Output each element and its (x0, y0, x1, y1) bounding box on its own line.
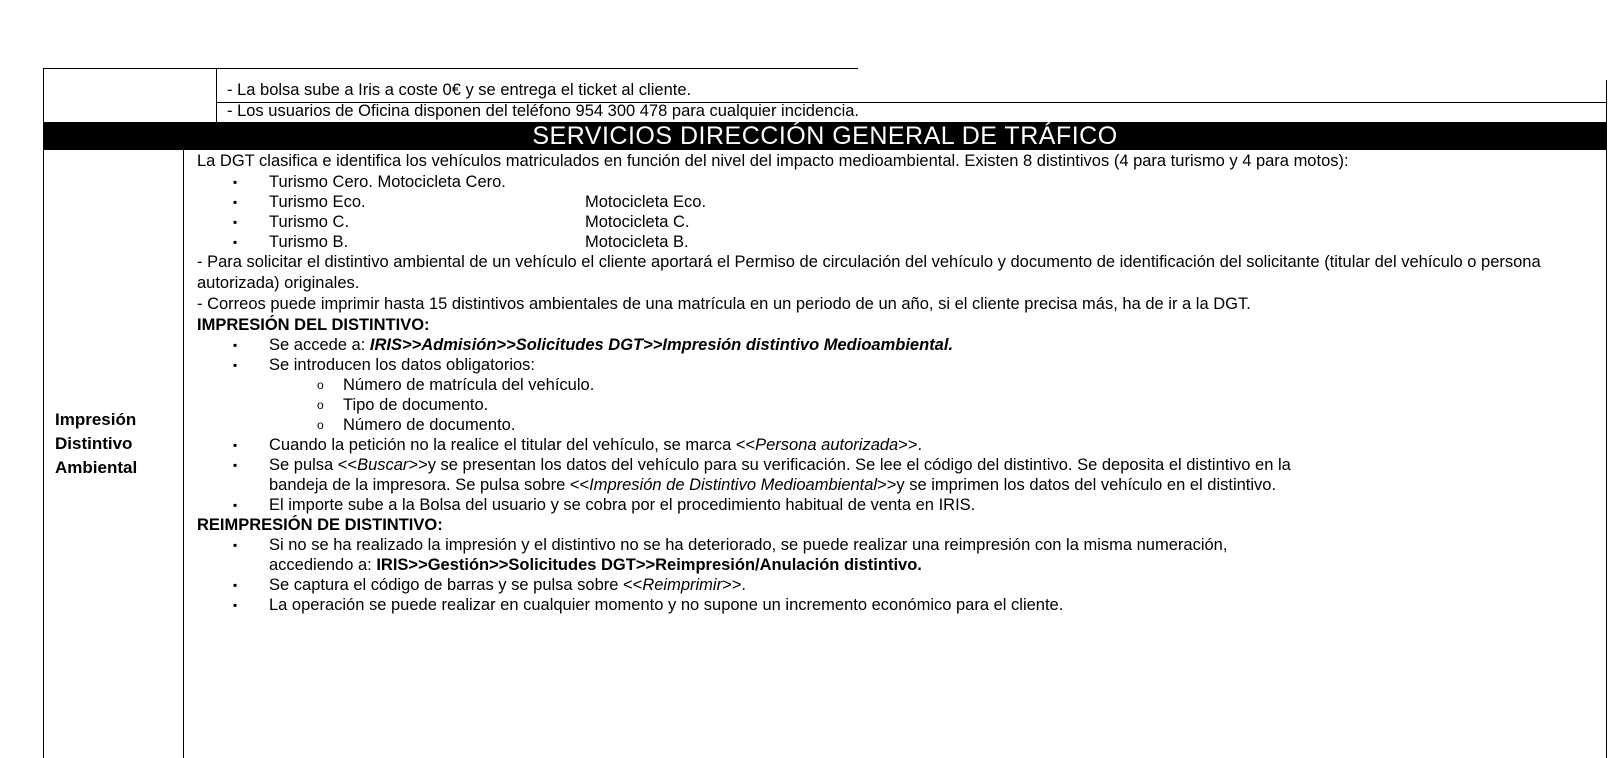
top-border-partial (43, 68, 858, 69)
reprint-2-suffix: >>. (722, 576, 746, 594)
bullet-icon: ▪ (233, 338, 238, 352)
print-search-item (197, 455, 1607, 475)
side-label (55, 408, 185, 480)
bullet-icon: ▪ (233, 458, 238, 472)
reprint-1-line1: Si no se ha realizado la impresión y el distintivo no se ha deteriorado, se puede realizar una reimpresión con la misma numeración, (269, 536, 1228, 554)
section-title: SERVICIOS DIRECCIÓN GENERAL DE TRÁFICO (43, 122, 1607, 150)
left-border (43, 68, 44, 758)
badge-moto-2: Motocicleta Eco. (585, 193, 707, 211)
reprint-heading: REIMPRESIÓN DE DISTINTIVO: (197, 516, 443, 534)
main-content (197, 149, 1607, 615)
print-access-item (197, 335, 1607, 355)
badge-item-1 (197, 172, 1607, 192)
reprint-item-3 (197, 595, 1607, 615)
search-line2-em: Impresión de Distintivo Medioambiental (589, 476, 878, 494)
badge-item-3 (197, 212, 1607, 232)
sub-item-text-1: Número de matrícula del vehículo. (343, 376, 595, 394)
bullet-icon: ▪ (233, 438, 238, 452)
reprint-1-prefix: accediendo a: (269, 556, 377, 574)
authorized-suffix: >>. (898, 436, 923, 454)
data-intro: Se introducen los datos obligatorios: (269, 356, 535, 374)
bag-text: El importe sube a la Bolsa del usuario y se cobra por el procedimiento habitual de venta en IRIS. (269, 496, 976, 514)
search-em: Buscar (357, 456, 409, 474)
sub-item-2 (197, 395, 1607, 415)
badge-car-4: Turismo B. (269, 233, 349, 251)
badge-car-2: Turismo Eco. (269, 193, 366, 211)
top-row-2: - Los usuarios de Oficina disponen del teléfono 954 300 478 para cualquier incidencia. (227, 102, 860, 120)
bullet-icon: ▪ (233, 498, 238, 512)
badge-item-2 (197, 192, 1607, 212)
intro-paragraph: La DGT clasifica e identifica los vehículos matriculados en función del nivel del impacto medioambiental. Existen 8 distintivos (4 para turismo y 4 para motos): (197, 152, 1349, 170)
badge-car-1: Turismo Cero. Motocicleta Cero. (269, 173, 506, 191)
sub-item-3 (197, 415, 1607, 435)
side-label-line3: Ambiental (55, 458, 138, 477)
reprint-1-path: IRIS>>Gestión>>Solicitudes DGT>>Reimpresión/Anulación distintivo. (376, 556, 922, 574)
reprint-item-1-line2 (197, 555, 1607, 575)
limit-paragraph: - Correos puede imprimir hasta 15 distintivos ambientales de una matrícula en un periodo de un año, si el cliente precisa más, ha de ir a la DGT. (197, 295, 1251, 313)
badge-moto-3: Motocicleta C. (585, 213, 690, 231)
sub-item-text-3: Número de documento. (343, 416, 516, 434)
print-search-item-line2 (197, 475, 1607, 495)
request-paragraph: - Para solicitar el distintivo ambiental de un vehículo el cliente aportará el Permiso de circulación del vehículo y documento de identificación del solicitante (titular del vehículo o persona autorizada) originales. (197, 253, 1541, 292)
bullet-icon: ▪ (233, 578, 238, 592)
sub-bullet-icon: o (317, 378, 324, 392)
side-label-line2: Distintivo (55, 434, 133, 453)
bullet-icon: ▪ (233, 235, 238, 249)
sub-bullet-icon: o (317, 418, 324, 432)
bullet-icon: ▪ (233, 538, 238, 552)
badge-item-4 (197, 232, 1607, 252)
reprint-item-1 (197, 535, 1607, 555)
access-prefix: Se accede a: (269, 336, 370, 354)
bullet-icon: ▪ (233, 358, 238, 372)
bullet-icon: ▪ (233, 598, 238, 612)
search-line2-prefix: bandeja de la impresora. Se pulsa sobre << (269, 476, 590, 494)
bullet-icon: ▪ (233, 215, 238, 229)
reprint-3-text: La operación se puede realizar en cualquier momento y no supone un incremento económico para el cliente. (269, 596, 1064, 614)
badge-moto-4: Motocicleta B. (585, 233, 689, 251)
authorized-em: Persona autorizada (755, 436, 899, 454)
search-prefix: Se pulsa << (269, 456, 358, 474)
reprint-2-em: Reimprimir (642, 576, 723, 594)
column-divider-top (216, 68, 217, 122)
search-mid: >>y se presentan los datos del vehículo para su verificación. Se lee el código del distintivo. Se deposita el distintivo en la (408, 456, 1291, 474)
sub-item-1 (197, 375, 1607, 395)
badge-car-3: Turismo C. (269, 213, 350, 231)
authorized-prefix: Cuando la petición no la realice el titular del vehículo, se marca << (269, 436, 756, 454)
print-data-item (197, 355, 1607, 375)
sub-item-text-2: Tipo de documento. (343, 396, 489, 414)
reprint-2-prefix: Se captura el código de barras y se pulsa sobre << (269, 576, 643, 594)
side-label-line1: Impresión (55, 410, 137, 429)
print-heading: IMPRESIÓN DEL DISTINTIVO: (197, 316, 430, 334)
top-row-1: - La bolsa sube a Iris a coste 0€ y se entrega el ticket al cliente. (227, 81, 692, 99)
print-authorized-item (197, 435, 1607, 455)
print-bag-item (197, 495, 1607, 515)
reprint-item-2 (197, 575, 1607, 595)
search-line2-suffix: >>y se imprimen los datos del vehículo en el distintivo. (877, 476, 1277, 494)
access-path: IRIS>>Admisión>>Solicitudes DGT>>Impresión distintivo Medioambiental. (369, 336, 954, 354)
bullet-icon: ▪ (233, 175, 238, 189)
bullet-icon: ▪ (233, 195, 238, 209)
sub-bullet-icon: o (317, 398, 324, 412)
